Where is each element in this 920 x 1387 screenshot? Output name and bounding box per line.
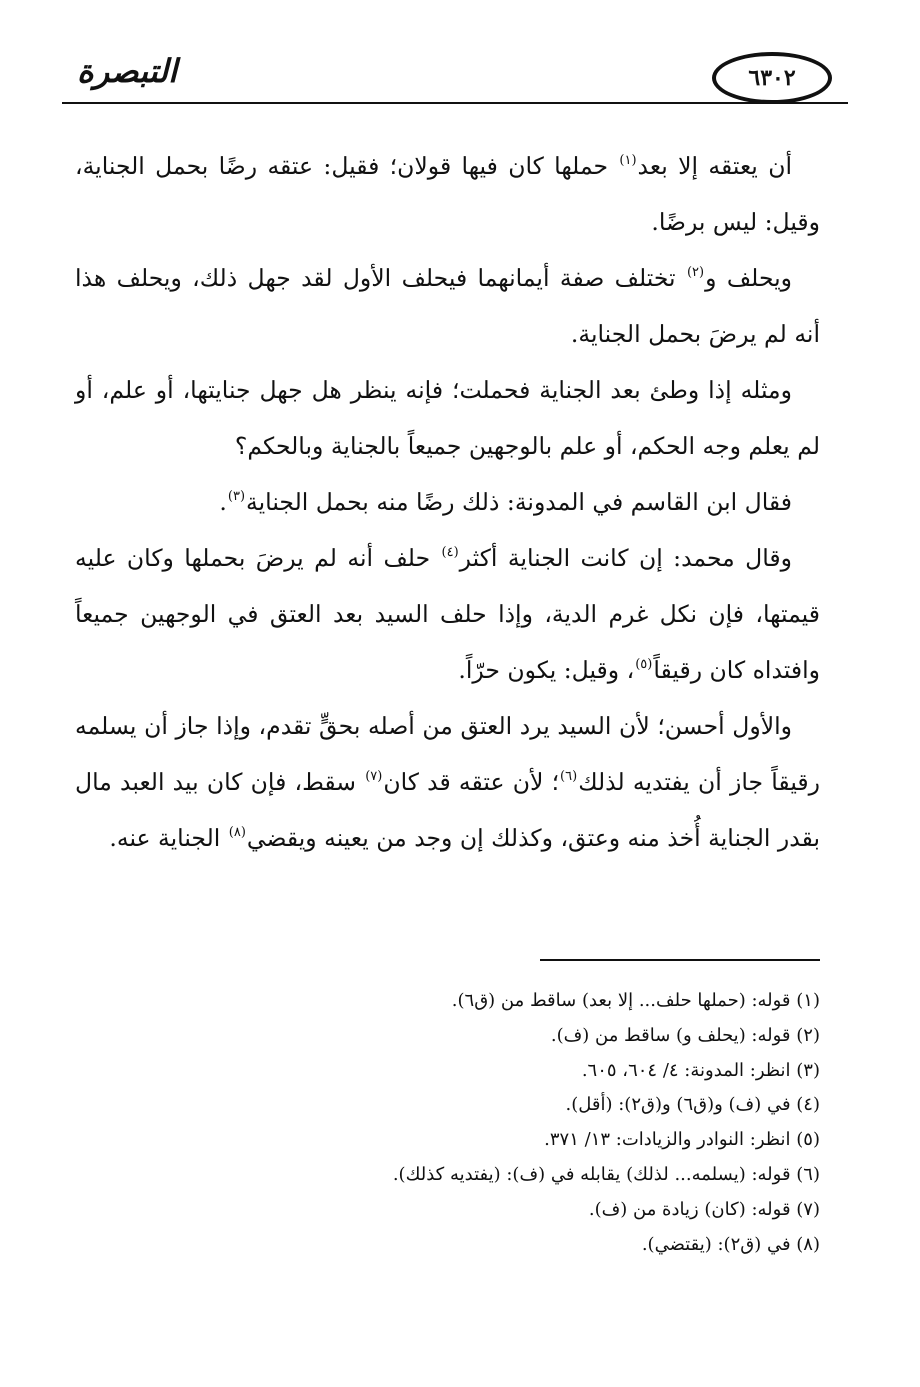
paragraph-text: حملها كان فيها قولان؛ فقيل: عتقه رضًا بحمل الجناية، وقيل: ليس برضًا. <box>75 152 820 236</box>
book-title-logo: التبصرة <box>76 52 178 90</box>
footnote: (٨) في (ق٢): (يقتضي). <box>641 1233 820 1255</box>
footnote-marker: (٣) <box>227 489 246 504</box>
paragraph <box>75 362 820 474</box>
header-rule <box>62 102 848 104</box>
paragraph-text: والأول أحسن؛ لأن السيد يرد العتق من أصله بحقٍّ تقدم، وإذا جاز أن يسلمه رقيقاً جاز أن يفتديه لذلك <box>75 712 820 796</box>
footnote: (٧) قوله: (كان) زيادة من (ف). <box>588 1198 820 1220</box>
paragraph-text: الجناية عنه. <box>109 824 228 852</box>
paragraph-text: ومثله إذا وطئ بعد الجناية فحملت؛ فإنه ينظر هل جهل جنايتها، أو علم، أو لم يعلم وجه الحكم، أو علم بالوجهين جميعاً بالجناية وبالحكم؟ <box>75 376 820 460</box>
paragraph-text: . <box>219 488 227 516</box>
paragraph-text: فقال ابن القاسم في المدونة: ذلك رضًا منه بحمل الجناية <box>246 488 792 516</box>
footnote: (٢) قوله: (يحلف و) ساقط من (ف). <box>550 1024 820 1046</box>
main-text <box>75 138 820 866</box>
paragraph <box>75 530 820 698</box>
paragraph-text: ، وقيل: يكون حرّاً. <box>458 656 635 684</box>
footnotes-list <box>75 984 820 1262</box>
paragraph <box>75 138 820 250</box>
footnote-marker: (٧) <box>365 769 383 784</box>
paragraph <box>75 250 820 362</box>
footnote-marker: (٢) <box>686 265 705 280</box>
paragraph-text: تختلف صفة أيمانهما فيحلف الأول لقد جهل ذلك، ويحلف هذا أنه لم يرضَ بحمل الجناية. <box>75 264 820 348</box>
paragraph-text: ويحلف و <box>705 264 792 292</box>
footnote: (٦) قوله: (يسلمه... لذلك) يقابله في (ف): (يفتديه كذلك). <box>392 1163 820 1185</box>
footnote-marker: (٦) <box>560 769 578 784</box>
paragraph <box>75 698 820 866</box>
footnote-separator <box>540 959 820 961</box>
footnote-marker: (٤) <box>441 545 459 560</box>
paragraph <box>75 474 820 530</box>
footnote-marker: (٨) <box>228 825 246 840</box>
page-number-badge <box>712 52 832 104</box>
paragraph-text: سقط، فإن كان بيد العبد مال بقدر الجناية أُخذ منه وعتق، وكذلك إن وجد من يعينه ويقضي <box>75 768 820 852</box>
footnote: (١) قوله: (حملها حلف... إلا بعد) ساقط من (ق٦). <box>451 990 820 1011</box>
paragraph-text: ؛ لأن عتقه قد كان <box>383 768 560 796</box>
footnote: (٣) انظر: المدونة: ٤/ ٦٠٤، ٦٠٥. <box>581 1059 820 1081</box>
paragraph-text: حلف أنه لم يرضَ بحملها وكان عليه قيمتها، فإن نكل غرم الدية، وإذا حلف السيد بعد العتق في الوجهين جميعاً وافتداه كان رقيقاً <box>75 544 820 684</box>
page-header <box>62 38 848 112</box>
paragraph-text: وقال محمد: إن كانت الجناية أكثر <box>459 544 792 572</box>
footnote: (٤) في (ف) و(ق٦) و(ق٢): (أقل). <box>565 1094 820 1116</box>
footnote-marker: (٥) <box>635 657 653 672</box>
footnote: (٥) انظر: النوادر والزيادات: ١٣/ ٣٧١. <box>544 1129 820 1151</box>
paragraph-text: أن يعتقه إلا بعد <box>637 152 792 180</box>
page-number: ٦٣٠٢ <box>748 65 796 91</box>
footnote-marker: (١) <box>619 153 637 168</box>
